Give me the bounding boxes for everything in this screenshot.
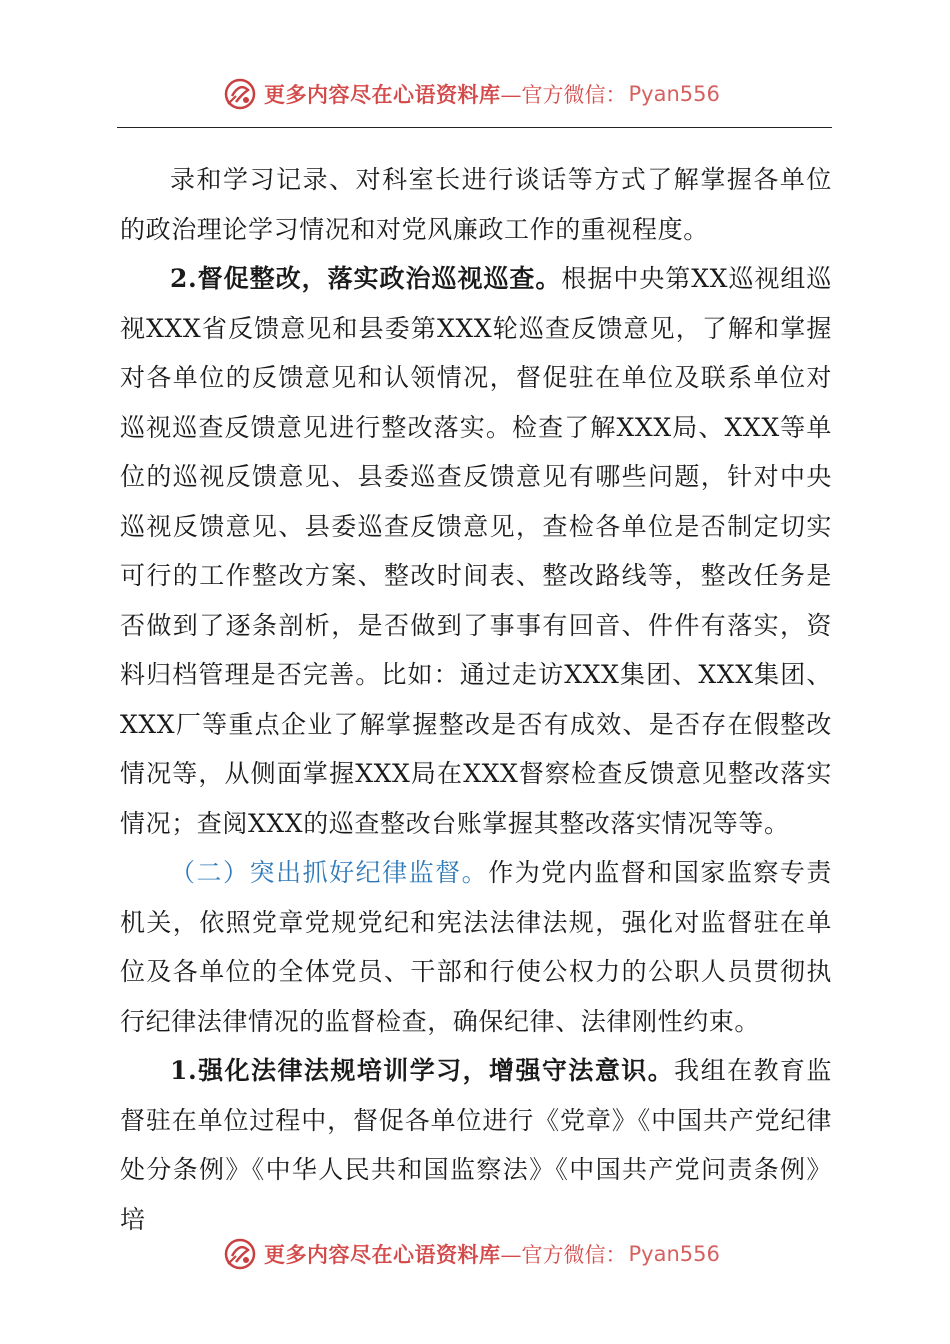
paragraph-training [120,1046,832,1244]
watermark-separator: —官方微信： [500,1243,627,1267]
section-heading-1: 1.强化法律法规培训学习，增强守法意识。 [170,1056,675,1085]
footer-watermark [0,1230,950,1274]
section-heading-2: 2.督促整改，落实政治巡视巡查。 [170,264,562,293]
watermark-main-text: 更多内容尽在心语资料库 [264,82,501,107]
logo-icon [222,76,258,112]
header-watermark [0,70,950,114]
paragraph-text: 我组在教育监督驻在单位过程中，督促各单位进行《党章》《中国共产党纪律处分条例》《中华人民共和国监察法》《中国共产党问责条例》培 [120,1056,832,1234]
header-divider [117,127,832,128]
logo-icon [222,1236,258,1272]
document-body [120,155,832,1244]
watermark-main-text: 更多内容尽在心语资料库 [264,1242,501,1267]
paragraph-rectification [120,254,832,848]
paragraph-text: 作为党内监督和国家监察专责机关，依照党章党规党纪和宪法法律法规，强化对监督驻在单位及各单位的全体党员、干部和行使公权力的公职人员贯彻执行纪律法律情况的监督检查，确保纪律、法律刚性约束。 [120,858,832,1036]
section-heading-er: （二）突出抓好纪律监督。 [170,858,489,887]
paragraph-text: 根据中央第XX巡视组巡视XXX省反馈意见和县委第XXX轮巡查反馈意见，了解和掌握对各单位的反馈意见和认领情况，督促驻在单位及联系单位对巡视巡查反馈意见进行整改落实。检查了解XXX局、XXX等单位的巡视反馈意见、县委巡查反馈意见有哪些问题，针对中央巡视反馈意见、县委巡查反馈意见，查检各单位是否制定切实可行的工作整改方案、整改时间表、整改路线等，整改任务是否做到了逐条剖析，是否做到了事事有回音、件件有落实，资料归档管理是否完善。比如：通过走访XXX集团、XXX集团、XXX厂等重点企业了解掌握整改是否有成效、是否存在假整改情况等，从侧面掌握XXX局在XXX督察检查反馈意见整改落实情况；查阅XXX的巡查整改台账掌握其整改落实情况等等。 [120,264,832,838]
watermark-separator: —官方微信： [500,83,627,107]
paragraph-continuation: 录和学习记录、对科室长进行谈话等方式了解掌握各单位的政治理论学习情况和对党风廉政工作的重视程度。 [120,165,832,244]
paragraph-discipline [120,848,832,1046]
watermark-id: Pyan556 [628,1242,720,1266]
watermark-id: Pyan556 [628,82,720,106]
